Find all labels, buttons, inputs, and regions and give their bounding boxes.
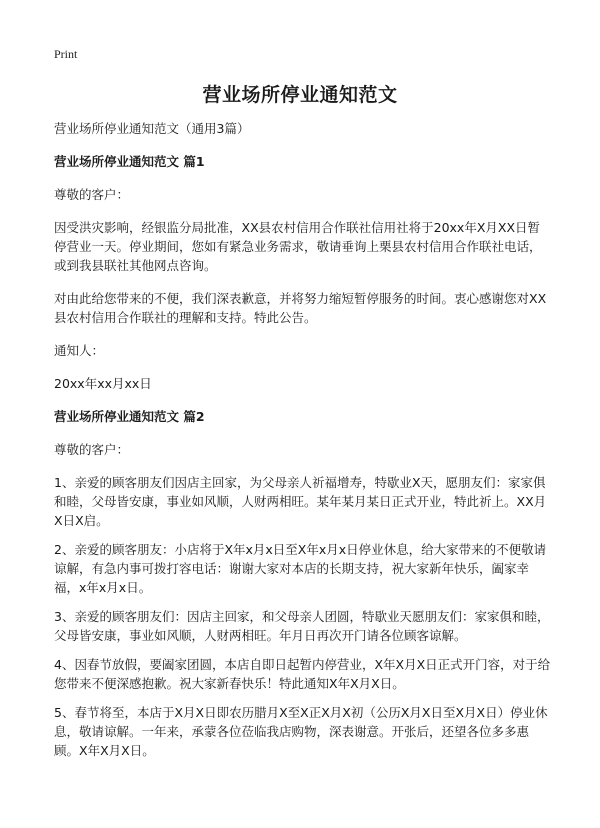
page-title: 营业场所停业通知范文 [202, 84, 398, 106]
section-2-greeting: 尊敬的客户： [54, 442, 130, 457]
section-1-heading: 营业场所停业通知范文 篇1 [54, 154, 205, 169]
section-2-heading: 营业场所停业通知范文 篇2 [54, 409, 205, 424]
section-2-item: 3、亲爱的顾客朋友们：因店主回家，和父母亲人团圆，特歇业天愿朋友们：家家俱和睦，父母皆安康，事业如风顺，人财两相旺。年月日再次开门请各位顾客谅解。 [54, 609, 550, 643]
document-body [54, 119, 552, 770]
section-1-greeting: 尊敬的客户： [54, 187, 130, 202]
section-2-item: 1、亲爱的顾客朋友们因店主回家，为父母亲人祈福增寿，特歇业X天，愿朋友们：家家俱和睦，父母皆安康，事业如风顺，人财两相旺。某年某月某日正式开业，特此祈上。XX月X日X启。 [54, 475, 547, 528]
section-1-notifier: 通知人： [54, 343, 105, 358]
section-2-item: 4、因春节放假，要阖家团圆，本店自即日起暂内停营业，X年X月X日正式开门容，对于给您带来不便深感抱歉。祝大家新春快乐！特此通知X年X月X日。 [54, 657, 551, 691]
section-1-paragraph: 因受洪灾影响，经银监分局批准，XX县农村信用合作联社信用社将于20xx年X月XX日暂停营业一天。停业期间，您如有紧急业务需求，敬请垂询上栗县农村信用合作联社电话，或到我县联社其他网点咨询。 [54, 220, 542, 273]
document-subtitle: 营业场所停业通知范文（通用3篇） [54, 121, 250, 136]
section-2-item: 2、亲爱的顾客朋友：小店将于X年x月x日至X年x月x日停业休息，给大家带来的不便敬请谅解，有急内事可拨打容电话：谢谢大家对本店的长期支持，祝大家新年快乐，阖家幸福，x年x月x日。 [54, 542, 547, 595]
section-1-paragraph: 对由此给您带来的不便，我们深表歉意，并将努力缩短暂停服务的时间。衷心感谢您对XX县农村信用合作联社的理解和支持。特此公告。 [54, 291, 547, 325]
section-1-date: 20xx年xx月xx日 [54, 376, 152, 391]
section-2-item: 5、春节将至，本店于X月X日即农历腊月X至X正X月X初（公历X月X日至X月X日）停业休息，敬请谅解。一年来，承蒙各位莅临我店购物，深表谢意。开张后，还望各位多多惠顾。X年X月X日。 [54, 705, 548, 758]
print-label[interactable]: Print [54, 47, 78, 61]
